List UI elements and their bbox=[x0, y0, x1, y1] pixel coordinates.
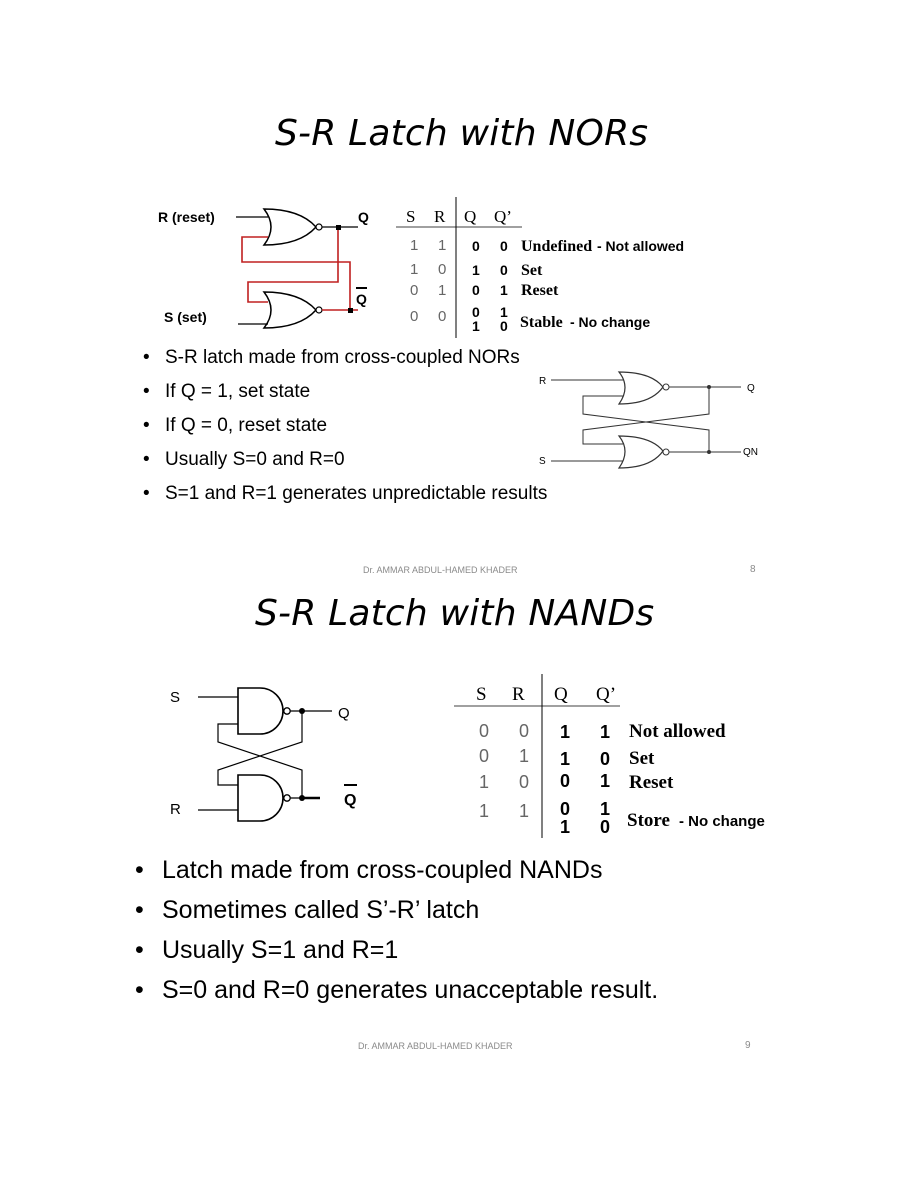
slide-title: S-R Latch with NANDs bbox=[255, 593, 655, 634]
table-cell: 1 bbox=[560, 722, 571, 742]
table-cell: 0 bbox=[560, 771, 571, 791]
header-r: R bbox=[434, 207, 446, 226]
s-input-label: S bbox=[170, 689, 181, 706]
table-cell: 0 bbox=[472, 282, 480, 298]
table-cell: 1 bbox=[410, 237, 419, 254]
table-cell: 0 bbox=[438, 308, 447, 325]
list-item: • Sometimes called S’-R’ latch bbox=[162, 890, 658, 930]
nand-gate-top bbox=[238, 688, 283, 734]
table-cell: 1 bbox=[472, 318, 480, 334]
table-cell: 1 bbox=[600, 771, 611, 791]
q-output-label: Q bbox=[747, 383, 755, 394]
header-q: Q bbox=[464, 207, 477, 226]
qbar-output-label: Q bbox=[356, 291, 367, 307]
list-item: • Usually S=0 and R=0 bbox=[165, 443, 547, 477]
table-cell: 0 bbox=[500, 238, 508, 254]
list-item: • If Q = 1, set state bbox=[165, 375, 547, 409]
table-cell: 0 bbox=[410, 282, 419, 299]
state-note: - Not allowed bbox=[597, 238, 685, 254]
table-cell: 1 bbox=[519, 801, 530, 821]
state-label: Reset bbox=[629, 772, 674, 793]
nand-truth-table bbox=[450, 672, 780, 842]
page-number: 9 bbox=[745, 1040, 751, 1051]
table-cell: 0 bbox=[560, 799, 571, 819]
state-label: Undefined bbox=[521, 238, 593, 255]
table-cell: 0 bbox=[472, 238, 480, 254]
list-item: • S-R latch made from cross-coupled NORs bbox=[165, 341, 547, 375]
q-output-label: Q bbox=[358, 209, 369, 225]
table-cell: 0 bbox=[519, 772, 530, 792]
table-cell: 1 bbox=[438, 282, 447, 299]
table-cell: 0 bbox=[472, 304, 480, 320]
s-input-label: S bbox=[539, 456, 546, 467]
state-label: Reset bbox=[521, 282, 559, 299]
state-note: - No change bbox=[570, 314, 651, 330]
list-item: • S=0 and R=0 generates unacceptable result. bbox=[162, 970, 658, 1010]
list-item: • If Q = 0, reset state bbox=[165, 409, 547, 443]
state-label: Store bbox=[627, 810, 670, 831]
table-cell: 1 bbox=[472, 262, 480, 278]
table-cell: 1 bbox=[560, 749, 571, 769]
r-input-label: R bbox=[170, 801, 181, 818]
bullet-list bbox=[162, 850, 658, 1010]
table-cell: 0 bbox=[479, 746, 490, 766]
qbar-output-label: Q bbox=[344, 792, 357, 809]
footer-author: Dr. AMMAR ABDUL-HAMED KHADER bbox=[358, 1041, 513, 1051]
nand-latch-circuit bbox=[160, 680, 380, 830]
table-cell: 0 bbox=[500, 318, 508, 334]
table-cell: 1 bbox=[600, 799, 611, 819]
header-s: S bbox=[406, 207, 416, 226]
table-cell: 0 bbox=[410, 308, 419, 325]
r-input-label: R bbox=[539, 376, 547, 387]
qn-output-label: QN bbox=[743, 447, 758, 458]
list-item: • S=1 and R=1 generates unpredictable results bbox=[165, 477, 547, 511]
state-label: Set bbox=[629, 748, 655, 769]
table-cell: 1 bbox=[479, 801, 490, 821]
header-q: Q bbox=[554, 684, 568, 705]
table-cell: 1 bbox=[410, 261, 419, 278]
state-label: Set bbox=[521, 262, 543, 279]
list-item: • Usually S=1 and R=1 bbox=[162, 930, 658, 970]
r-input-label: R (reset) bbox=[158, 209, 215, 225]
table-cell: 0 bbox=[519, 721, 530, 741]
table-cell: 0 bbox=[600, 749, 611, 769]
table-cell: 0 bbox=[600, 817, 611, 837]
table-cell: 1 bbox=[519, 746, 530, 766]
list-item: • Latch made from cross-coupled NANDs bbox=[162, 850, 658, 890]
nand-gate-bottom bbox=[238, 775, 283, 821]
table-cell: 1 bbox=[560, 817, 571, 837]
slide-title: S-R Latch with NORs bbox=[275, 113, 649, 154]
s-input-label: S (set) bbox=[164, 309, 207, 325]
table-cell: 0 bbox=[438, 261, 447, 278]
header-r: R bbox=[512, 684, 525, 705]
header-qprime: Q’ bbox=[494, 207, 512, 226]
table-cell: 1 bbox=[479, 772, 490, 792]
table-cell: 1 bbox=[500, 282, 508, 298]
state-label: Stable bbox=[520, 314, 563, 331]
header-s: S bbox=[476, 684, 487, 705]
table-cell: 1 bbox=[600, 722, 611, 742]
q-output-label: Q bbox=[338, 705, 350, 722]
table-cell: 1 bbox=[438, 237, 447, 254]
state-label: Not allowed bbox=[629, 721, 726, 742]
footer-author: Dr. AMMAR ABDUL-HAMED KHADER bbox=[363, 565, 518, 575]
table-cell: 1 bbox=[500, 304, 508, 320]
page-number: 8 bbox=[750, 564, 756, 575]
header-qprime: Q’ bbox=[596, 684, 617, 705]
table-cell: 0 bbox=[500, 262, 508, 278]
table-cell: 0 bbox=[479, 721, 490, 741]
state-note: - No change bbox=[679, 813, 765, 830]
